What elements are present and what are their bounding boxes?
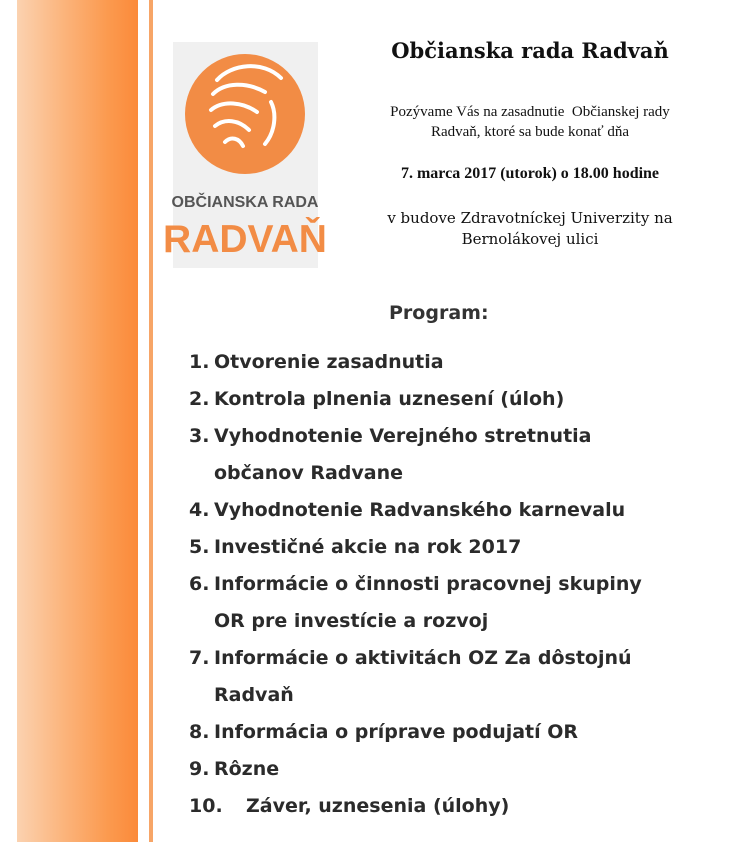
agenda-item <box>189 714 734 751</box>
agenda-item <box>189 381 734 418</box>
agenda-item-text <box>214 566 734 640</box>
agenda-item <box>189 751 734 788</box>
logo <box>163 42 327 268</box>
agenda-item-number: 2. <box>189 388 210 410</box>
agenda-item <box>189 788 734 825</box>
invitation-line-1: Pozývame Vás na zasadnutie Občianskej rady <box>390 104 670 120</box>
decorative-orange-stripe <box>17 0 138 842</box>
location-line-2: Bernolákovej ulici <box>461 230 599 248</box>
agenda-item-line: Radvaň <box>214 684 294 706</box>
agenda-item-text: Vyhodnotenie Radvanského karnevalu <box>214 499 626 521</box>
agenda-item-text: Otvorenie zasadnutia <box>214 351 444 373</box>
agenda-item-text <box>214 640 734 714</box>
location-line-1: v budove Zdravotníckej Univerzity na <box>387 209 673 227</box>
agenda-item-text: Kontrola plnenia uznesení (úloh) <box>214 388 565 410</box>
hand-circle-icon <box>185 54 305 174</box>
agenda-item <box>189 492 734 529</box>
agenda-item-number: 3. <box>189 425 210 447</box>
agenda-item-line: Vyhodnotenie Verejného stretnutia <box>214 425 592 447</box>
meeting-location <box>345 208 715 250</box>
agenda-item-line: OR pre investície a rozvoj <box>214 610 489 632</box>
agenda-item-number: 4. <box>189 499 210 521</box>
agenda-item <box>189 566 734 640</box>
agenda-item-line: občanov Radvane <box>214 462 403 484</box>
agenda-item-text: Informácia o príprave podujatí OR <box>214 721 579 743</box>
agenda-item-number: 8. <box>189 721 210 743</box>
agenda-item-line: Informácie o činnosti pracovnej skupiny <box>214 573 642 595</box>
agenda-item <box>189 640 734 714</box>
agenda-item-number: 1. <box>189 351 210 373</box>
agenda-item <box>189 418 734 492</box>
page-title: Občianska rada Radvaň <box>391 38 669 63</box>
agenda-item <box>189 344 734 381</box>
decorative-vertical-rule <box>149 0 153 842</box>
agenda-item-text: Záver, uznesenia (úlohy) <box>246 795 510 817</box>
agenda-item-line: Informácie o aktivitách OZ Za dôstojnú <box>214 647 632 669</box>
agenda-item-text <box>214 418 734 492</box>
invitation-text <box>345 102 715 142</box>
agenda-item-number: 9. <box>189 758 210 780</box>
agenda-item-text: Investičné akcie na rok 2017 <box>214 536 522 558</box>
logo-line2: RADVAŇ <box>163 218 327 261</box>
agenda-item <box>189 529 734 566</box>
agenda-item-number: 10. <box>189 795 223 817</box>
agenda-item-number: 7. <box>189 647 210 669</box>
meeting-date: 7. marca 2017 (utorok) o 18.00 hodine <box>400 165 660 182</box>
agenda-item-text: Rôzne <box>214 758 280 780</box>
header <box>345 36 715 250</box>
agenda-item-number: 5. <box>189 536 210 558</box>
program-heading: Program: <box>389 302 489 324</box>
invitation-line-2: Radvaň, ktoré sa bude konať dňa <box>430 124 630 140</box>
agenda-item-number: 6. <box>189 573 210 595</box>
agenda-list <box>189 344 734 825</box>
logo-line1: OBČIANSKA RADA <box>171 194 319 211</box>
